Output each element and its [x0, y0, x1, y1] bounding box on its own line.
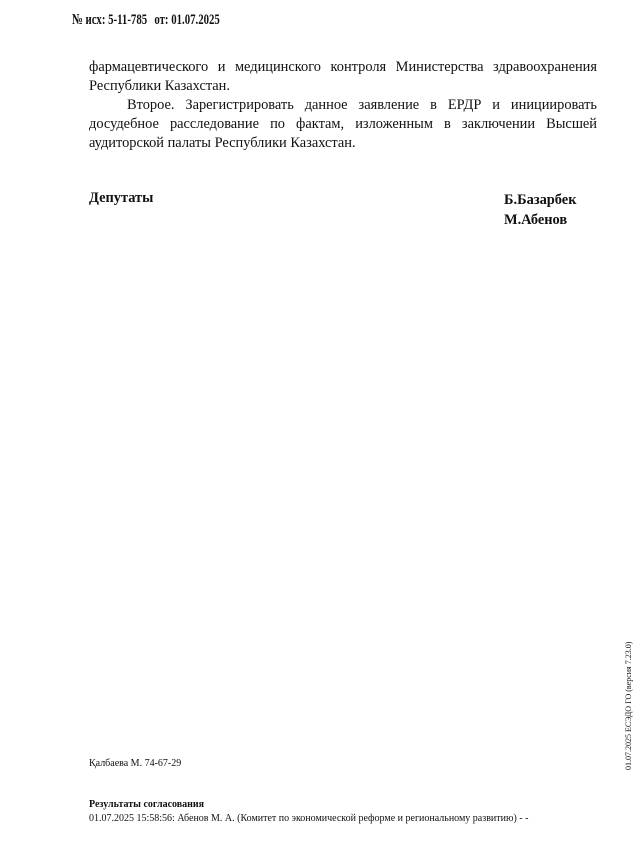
- paragraph-2: Второе. Зарегистрировать данное заявление в ЕРДР и инициировать досудебное расследование по фактам, изложенным в заключении Высшей аудиторской палаты Республики Казахстан.: [89, 97, 597, 151]
- executor-contact: Қалбаева М. 74-67-29: [89, 758, 182, 769]
- signature-label: Депутаты: [89, 190, 154, 206]
- edms-side-stamp: 01.07.2025 ЕСЭДО ГО (версия 7.23.0): [624, 641, 633, 770]
- number-value: 5-11-785: [108, 12, 148, 28]
- approval-line: 01.07.2025 15:58:56: Абенов М. А. (Комитет по экономической реформе и региональному развитию) - -: [89, 813, 529, 824]
- document-body: [89, 58, 597, 153]
- signer-2: М.Абенов: [504, 212, 568, 228]
- approval-title: Результаты согласования: [89, 799, 205, 810]
- paragraph-1: фармацевтического и медицинского контроля Министерства здравоохранения Республики Казахстан.: [89, 59, 597, 94]
- document-number: [72, 12, 220, 29]
- date-value: 01.07.2025: [171, 12, 220, 28]
- signer-1: Б.Базарбек: [504, 192, 577, 208]
- number-label: № исх:: [72, 12, 106, 28]
- date-label: от:: [154, 12, 169, 28]
- signers-block: [504, 190, 577, 230]
